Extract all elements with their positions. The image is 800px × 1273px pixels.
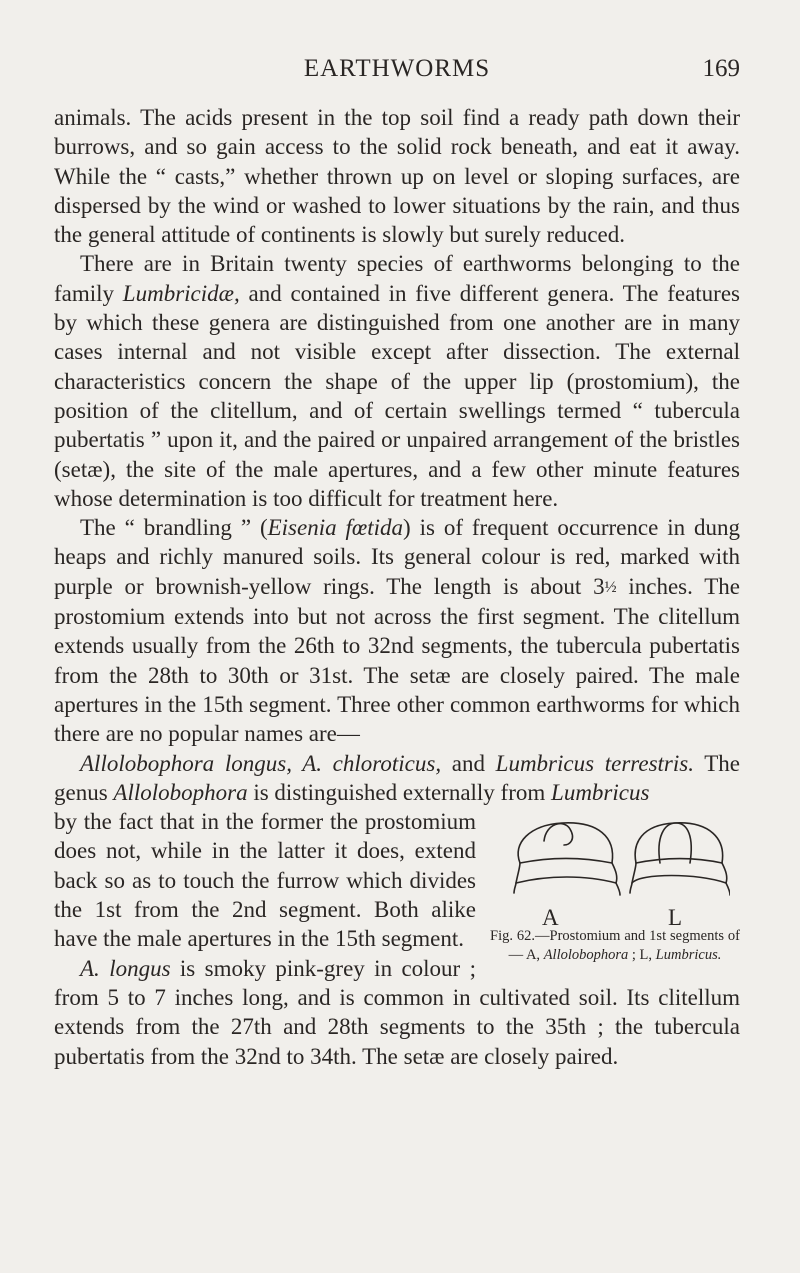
paragraph-2: There are in Britain twenty species of earthworms belonging to the family Lumbricidæ, and contained in five different genera. The features by which these genera are distinguished from one another are in many cases internal and not visible except after dissection. The external characteristics concern the shape of the upper lip (prostomium), the position of the clitellum, and of certain swellings termed “ tubercula pubertatis ” upon it, and the paired or unpaired arrangement of the bristles (setæ), the site of the male apertures, and a few other minute features whose determination is too difficult for treatment here. <box>54 251 740 511</box>
paragraph-1: animals. The acids present in the top soil find a ready path down their burrows, and so gain access to the solid rock beneath, and eat it away. While the “ casts,” whether thrown up on level or sloping surfaces, are dispersed by the wind or washed to lower situations by the rain, and thus the general attitude of continents is slowly but surely reduced. <box>54 105 740 248</box>
fraction: ½ <box>604 578 617 596</box>
paragraph-4: Allolobophora longus, A. chloroticus, and Lumbricus terrestris. The genus Allolobophora is distinguished externally from Lumbricus <box>54 750 741 805</box>
family-name: Lumbricidæ, <box>122 280 240 306</box>
body-text: animals. The acids present in the top soil find a ready path down their burrows, and so gain access to the solid rock beneath, and eat it away. While the “ casts,” whether thrown up on level or sloping surfaces, are dispersed by the wind or washed to lower situations by the rain, and thus the general attitude of continents is slowly but surely reduced. There are in Britain twenty species of earthworms belonging to the family Lumbricidæ, and contained in five different genera. The features by which these genera are distinguished from one another are in many cases internal and not visible except after dissection. The external characteristics concern the shape of the upper lip (prostomium), the position of the clitellum, and of certain swellings termed “ tubercula pubertatis ” upon it, and the paired or unpaired arrangement of the bristles (setæ), the site of the male apertures, and a few other minute features whose determination is too difficult for treatment here. The “ brandling ” (Eisenia fœtida) is of frequent occurrence in dung heaps and richly manured soils. Its general colour is red, marked with purple or brownish-yellow rings. The length is about 3½ inches. The prostomium extends into but not across the first segment. The clitellum extends usually from the 26th to 32nd segments, the tubercula pubertatis from the 28th to 30th or 31st. The setæ are closely paired. The male apertures in the 15th segment. Three other common earthworms for which there are no popular names are— Allolobophora longus, A. chloroticus, and Lumbricus terrestris. The genus Allolobophora is distinguished externally from Lumbricus A L Fig. 62.—Prostomium and 1st segments of— A, Allolobophora ; L, Lumbricus. by the fact that in the former the prostomium does not, while in the latter it does, extend back so as to touch the furrow which divides the 1st from the 2nd segment. Both alike have the male apertures in the 15th segment. A. longus is smoky pink-grey in colour ; from 5 to 7 inches long, and is common in cultivated soil. Its clitellum extends from the 27th and 28th segments to the 35th ; the tubercula pubertatis from the 32nd to 34th. The setæ are closely paired. <box>54 103 740 1071</box>
figure-62 <box>490 817 740 965</box>
figure-label-l: L <box>668 905 683 931</box>
figure-caption: Fig. 62.—Prostomium and 1st segments of— A, Allolobophora ; L, Lumbricus. <box>490 928 740 964</box>
species-name: A. longus <box>80 955 171 981</box>
paragraph-5: A. longus is smoky pink-grey in colour ; from 5 to 7 inches long, and is common in cultivated soil. Its clitellum extends from the 27th and 28th segments to the 35th ; the tubercula pubertatis from the 32nd to 34th. The setæ are closely paired. <box>54 955 740 1069</box>
prostomium-illustration <box>500 817 730 903</box>
prostomium-a-drawing <box>514 823 620 895</box>
running-title: EARTHWORMS <box>303 55 491 82</box>
prostomium-l-drawing <box>630 823 730 895</box>
species-name: Eisenia fœtida <box>267 515 404 541</box>
running-header <box>54 55 740 91</box>
paragraph-3: The “ brandling ” (Eisenia fœtida) is of frequent occurrence in dung heaps and richly manured soils. Its general colour is red, marked with purple or brownish-yellow rings. The length is about 3½ inches. The prostomium extends into but not across the first segment. The clitellum extends usually from the 26th to 32nd segments, the tubercula pubertatis from the 28th to 30th or 31st. The setæ are closely paired. The male apertures in the 15th segment. Three other common earthworms for which there are no popular names are— <box>54 515 740 747</box>
page-number: 169 <box>702 55 740 82</box>
figure-label-a: A <box>542 905 559 931</box>
